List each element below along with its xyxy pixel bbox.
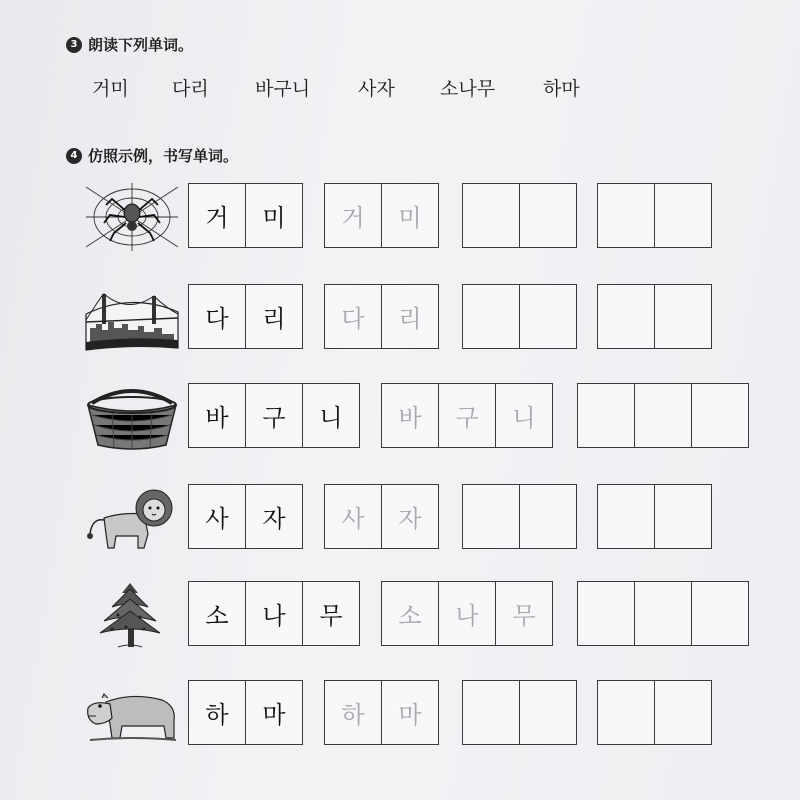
- example-syllable: 미: [245, 184, 302, 247]
- word-item: 하마: [543, 78, 580, 100]
- pine-tree-icon: [82, 581, 182, 649]
- trace-syllable: 거: [341, 204, 365, 232]
- example-syllable: 리: [245, 285, 302, 348]
- blank-cell[interactable]: [598, 285, 654, 348]
- trace-box: [324, 680, 439, 745]
- blank-cell[interactable]: [598, 485, 654, 548]
- writing-box[interactable]: [597, 484, 712, 549]
- word-item: 거미: [92, 78, 129, 100]
- example-syllable: 구: [245, 384, 302, 447]
- blank-cell[interactable]: [598, 681, 654, 744]
- writing-box[interactable]: [577, 383, 749, 448]
- trace-syllable: 미: [381, 184, 438, 247]
- example-syllable: 거: [205, 204, 229, 232]
- trace-syllable: 구: [438, 384, 495, 447]
- blank-cell[interactable]: [463, 184, 519, 247]
- blank-cell[interactable]: [654, 184, 711, 247]
- lion-icon: [82, 484, 182, 552]
- blank-cell[interactable]: [654, 485, 711, 548]
- writing-box[interactable]: [462, 680, 577, 745]
- example-syllable: 니: [302, 384, 359, 447]
- blank-cell[interactable]: [519, 485, 576, 548]
- writing-box[interactable]: [462, 284, 577, 349]
- example-box: [188, 183, 303, 248]
- blank-cell[interactable]: [634, 384, 691, 447]
- trace-box: [381, 383, 553, 448]
- section-3-heading: [66, 34, 193, 55]
- example-box: [188, 581, 360, 646]
- word-item: 다리: [172, 78, 209, 100]
- blank-cell[interactable]: [519, 285, 576, 348]
- example-syllable: 소: [205, 602, 229, 630]
- blank-cell[interactable]: [519, 681, 576, 744]
- blank-cell[interactable]: [691, 384, 748, 447]
- blank-cell[interactable]: [463, 681, 519, 744]
- section-3-title: 朗读下列单词。: [88, 36, 194, 54]
- example-box: [188, 680, 303, 745]
- example-syllable: 마: [245, 681, 302, 744]
- section-4-number: 4: [66, 148, 82, 164]
- example-box: [188, 484, 303, 549]
- writing-box[interactable]: [597, 183, 712, 248]
- blank-cell[interactable]: [578, 582, 634, 645]
- example-syllable: 다: [205, 305, 229, 333]
- example-box: [188, 383, 360, 448]
- section-4-title: 仿照示例，书写单词。: [88, 147, 239, 165]
- section-3-number: 3: [66, 37, 82, 53]
- writing-box[interactable]: [577, 581, 749, 646]
- word-item: 사자: [358, 78, 395, 100]
- trace-syllable: 다: [341, 305, 365, 333]
- trace-syllable: 바: [398, 404, 422, 432]
- example-syllable: 하: [205, 701, 229, 729]
- example-syllable: 사: [205, 505, 229, 533]
- writing-box[interactable]: [462, 183, 577, 248]
- spider-icon: [82, 183, 182, 251]
- trace-box: [324, 284, 439, 349]
- blank-cell[interactable]: [598, 184, 654, 247]
- trace-syllable: 나: [438, 582, 495, 645]
- section-4-heading: [66, 145, 238, 166]
- hippo-icon: [82, 680, 182, 748]
- trace-syllable: 하: [341, 701, 365, 729]
- writing-box[interactable]: [597, 680, 712, 745]
- writing-box[interactable]: [462, 484, 577, 549]
- example-syllable: 나: [245, 582, 302, 645]
- blank-cell[interactable]: [654, 285, 711, 348]
- blank-cell[interactable]: [519, 184, 576, 247]
- writing-box[interactable]: [597, 284, 712, 349]
- trace-syllable: 소: [398, 602, 422, 630]
- trace-box: [381, 581, 553, 646]
- bridge-icon: [82, 284, 182, 352]
- trace-box: [324, 484, 439, 549]
- blank-cell[interactable]: [691, 582, 748, 645]
- word-item: 소나무: [440, 78, 496, 100]
- trace-syllable: 자: [381, 485, 438, 548]
- trace-syllable: 니: [495, 384, 552, 447]
- trace-syllable: 리: [381, 285, 438, 348]
- example-syllable: 자: [245, 485, 302, 548]
- blank-cell[interactable]: [634, 582, 691, 645]
- basket-icon: [82, 383, 182, 451]
- example-syllable: 무: [302, 582, 359, 645]
- example-box: [188, 284, 303, 349]
- example-syllable: 바: [205, 404, 229, 432]
- blank-cell[interactable]: [578, 384, 634, 447]
- trace-syllable: 사: [341, 505, 365, 533]
- word-item: 바구니: [255, 78, 311, 100]
- trace-syllable: 마: [381, 681, 438, 744]
- trace-box: [324, 183, 439, 248]
- blank-cell[interactable]: [463, 285, 519, 348]
- trace-syllable: 무: [495, 582, 552, 645]
- blank-cell[interactable]: [654, 681, 711, 744]
- blank-cell[interactable]: [463, 485, 519, 548]
